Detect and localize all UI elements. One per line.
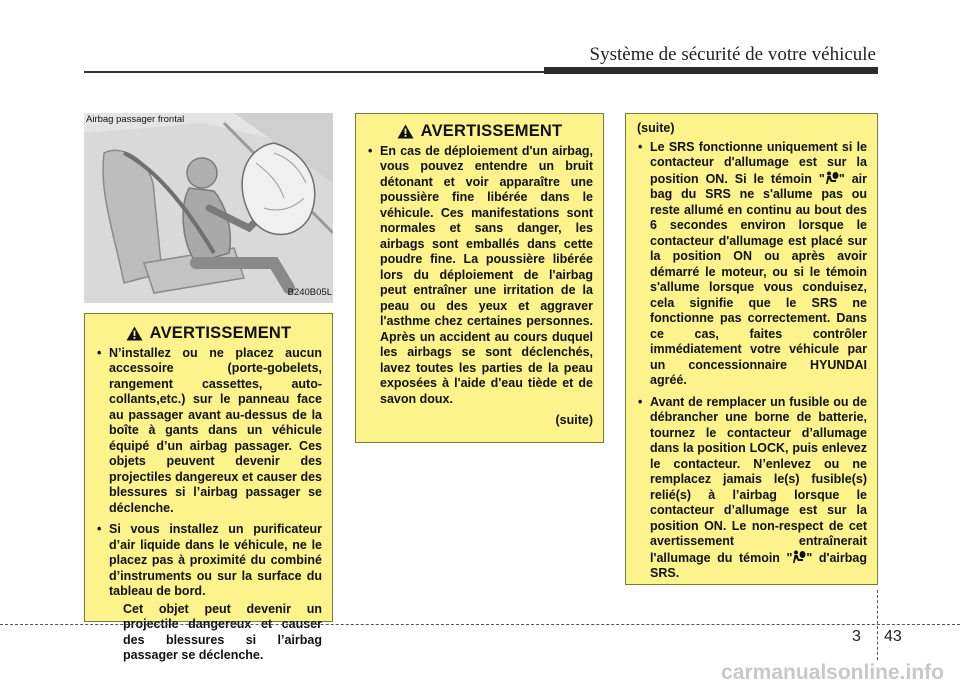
warning-item — [636, 140, 867, 389]
page-header-title: Système de sécurité de votre véhicule — [589, 44, 876, 65]
warning-box-middle — [355, 113, 604, 443]
warning-item-text: Le SRS fonctionne uniquement si le contacteur d'allumage est sur la position ON. Si le témoin " — [650, 139, 867, 186]
warning-item-text: " d'airbag SRS. — [650, 550, 867, 580]
warning-header — [95, 326, 322, 342]
airbag-warning-light-icon — [792, 550, 806, 564]
warning-item: • N’installez ou ne placez aucun accessoire (porte-gobelets, rangement cassettes, auto-collants,etc.) sur le panneau face au passager avant au-dessus de la boîte à gants dans un véhicule équipé d’un airbag passager. Ces objets peuvent devenir des projectiles dangereux et causer des blessures si l’airbag passager se déclenche. — [95, 346, 322, 517]
warning-triangle-icon — [397, 124, 414, 139]
section-number: 3 — [852, 628, 861, 645]
warning-item-text: Avant de remplacer un fusible ou de débrancher une borne de batterie, tournez le contacteur d’allumage dans la position LOCK, puis enlevez le contacteur. N’enlevez ou ne remplacez jamais le(s) fusible(s) relié(s) à l’airbag lorsque le contacteur d’allumage est sur la position ON. Le non-respect de cet avertissement entraînerait l'allumage du témoin " — [650, 394, 867, 565]
page-number: 43 — [884, 628, 902, 645]
airbag-drawing — [84, 113, 333, 303]
warning-item — [636, 395, 867, 582]
figure-caption: Airbag passager frontal — [86, 114, 185, 125]
warning-title: AVERTISSEMENT — [149, 324, 292, 342]
warning-box-right — [625, 113, 878, 585]
header-rule — [84, 71, 544, 73]
airbag-warning-light-icon — [825, 171, 839, 185]
warning-item: • En cas de déploiement d'un airbag, vous pouvez entendre un bruit détonant et voir apparaître une poussière fine libérée dans le véhicule. Ces manifestations sont normales et sans danger, les airbags sont emballés dans cette poudre fine. La poussière libérée lors du déploiement de l'airbag peut entraîner une irritation de la peau ou des yeux et aggraver l'asthme chez certaines personnes. Après un accident au cours duquel les airbags se sont déclenchés, lavez toutes les parties de la peau exposées à l'aide d'eau tiède et de savon doux. — [366, 144, 593, 408]
warning-box-left — [84, 313, 333, 662]
continued-label: (suite) — [637, 121, 675, 135]
warning-item — [95, 522, 322, 664]
warning-item-extra: Cet objet peut devenir un projectile dangereux et causer des blessures si l’airbag passager se déclenche. — [123, 601, 322, 662]
footer-rule — [0, 624, 960, 625]
warning-item-text: " air bag du SRS ne s'allume pas ou reste allumé en continu au bout des 6 secondes environ lorsque le contacteur d'allumage est placé sur la position ON ou après avoir démarré le moteur, ou si le témoin s'allume lorsque vous conduisez, cela signifie que le SRS ne fonctionne pas correctement. Dans ce cas, faites contrôler immédiatement votre véhicule par un concessionnaire HYUNDAI agréé. — [650, 171, 867, 387]
warning-header — [366, 124, 593, 140]
footer-divider — [877, 590, 878, 660]
continued-label: (suite) — [555, 413, 593, 427]
warning-title: AVERTISSEMENT — [420, 122, 563, 140]
warning-item-text: Si vous installez un purificateur d’air liquide dans le véhicule, ne le placez pas à proximité du combiné d’instruments ou sur la surface du tableau de bord. — [109, 522, 322, 598]
warning-triangle-icon — [126, 326, 143, 341]
header-rule-bold — [544, 67, 878, 74]
airbag-illustration — [84, 113, 333, 303]
figure-code: B240B05L — [287, 287, 332, 298]
watermark: carmanualsonline.info — [721, 661, 944, 684]
